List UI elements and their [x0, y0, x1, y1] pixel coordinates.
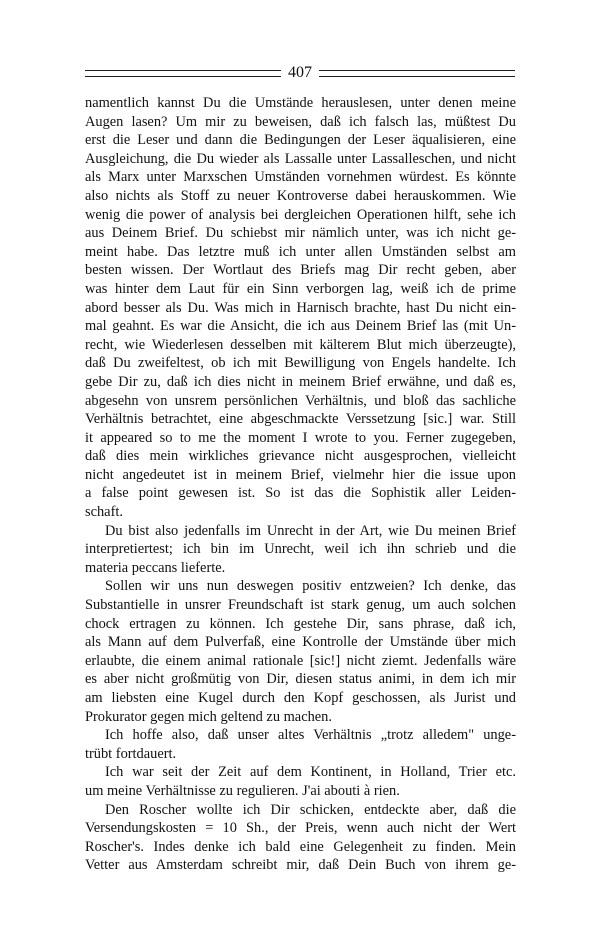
- text-line: um meine Verhältnisse zu regulieren. J'ai abouti à rien.: [85, 782, 400, 799]
- text-line: trübt fortdauert.: [85, 745, 177, 762]
- text-line: Prokurator gegen mich geltend zu machen.: [85, 708, 332, 725]
- text-line: also nichts als Stoff zu neuer Kontroverse dabei herauskommen. Wie: [85, 187, 516, 204]
- text-line: chock ertragen zu können. Ich gestehe Dir, sans phrase, daß ich,: [85, 615, 516, 632]
- text-line: Ausgleichung, die Du wieder als Lassalle unter Lassalleschen, und nicht: [85, 150, 516, 167]
- text-line: recht, wie Wiederlesen desselben mit kälterem Blut mich überzeugte),: [85, 336, 516, 353]
- text-line: am liebsten eine Kugel durch den Kopf geschossen, als Jurist und: [85, 690, 516, 706]
- text-line: aus Deinem Brief. Du schiebst mir nämlich unter, was ich nicht ge-: [85, 225, 516, 242]
- text-line: was hinter dem Laut für ein Sinn verborgen lag, weiß ich de prime: [85, 280, 516, 297]
- text-line: wenig die power of analysis bei dergleichen Operationen hilft, sehe ich: [85, 206, 516, 223]
- text-line: als Marx unter Marxschen Umständen vornehmen würdest. Es könnte: [85, 169, 516, 186]
- text-line: materia peccans lieferte.: [85, 559, 226, 576]
- text-line: Ich war seit der Zeit auf dem Kontinent, in Holland, Trier etc.: [105, 764, 516, 781]
- text-line: abord besser als Du. Was mich in Harnisch brachte, hast Du nicht ein-: [85, 299, 516, 316]
- text-line: Roscher's. Indes denke ich bald eine Gelegenheit zu finden. Mein: [85, 838, 516, 855]
- text-line: erlaubte, die einem animal rationale [sic!] nicht ziemt. Jedenfalls wäre: [85, 652, 516, 669]
- text-line: besten wissen. Der Wortlaut des Briefs mag Dir recht geben, aber: [85, 262, 516, 279]
- page-header: [85, 63, 515, 83]
- text-line: gebe Dir zu, daß ich dies nicht in meinem Brief erwähne, und daß es,: [85, 373, 516, 390]
- text-line: meint habe. Das letztre muß ich unter allen Umständen selbst am: [85, 243, 516, 260]
- text-line: Den Roscher wollte ich Dir schicken, entdeckte aber, daß die: [105, 801, 516, 818]
- text-line: schaft.: [85, 504, 123, 521]
- text-line: a false point gewesen ist. So ist das die Sophistik aller Leiden-: [85, 485, 516, 502]
- text-line: it appeared so to me the moment I wrote to you. Ferner zugegeben,: [85, 429, 516, 446]
- text-line: Versendungskosten = 10 Sh., der Preis, wenn auch nicht der Wert: [85, 820, 516, 837]
- header-rule-left: [85, 70, 281, 77]
- text-line: Ich hoffe also, daß unser altes Verhältnis „trotz alledem" unge-: [105, 727, 516, 744]
- text-line: mal geahnt. Es war die Ansicht, die ich aus Deinem Brief las (mit Un-: [85, 318, 516, 335]
- page-number: 407: [288, 64, 312, 81]
- text-line: es aber nicht großmütig von Dir, diesen status animi, in dem ich mir: [85, 671, 516, 688]
- text-line: Vetter aus Amsterdam schreibt mir, daß Dein Buch von ihrem ge-: [85, 857, 516, 874]
- text-line: Du bist also jedenfalls im Unrecht in der Art, wie Du meinen Brief: [105, 522, 516, 539]
- text-line: nicht angedeutet ist in meinem Brief, vielmehr hier die issue upon: [85, 466, 516, 483]
- text-line: abgesehn von unsrem persönlichen Verhältnis, und bloß das sachliche: [85, 392, 516, 409]
- text-line: als Mann auf dem Pulverfaß, eine Kontrolle der Umstände über mich: [85, 634, 516, 651]
- text-line: erst die Leser und dann die Bedingungen der Leser äqualisieren, eine: [85, 132, 516, 149]
- text-line: Augen lasen? Um mir zu beweisen, daß ich falsch las, müßtest Du: [85, 113, 516, 130]
- text-line: Sollen wir uns nun deswegen positiv entzweien? Ich denke, das: [105, 578, 516, 595]
- text-line: daß dies mein wirkliches grievance nicht ausgesprochen, vielleicht: [85, 448, 516, 465]
- body-text: [85, 94, 516, 875]
- text-line: namentlich kannst Du die Umstände herauslesen, unter denen meine: [85, 95, 516, 111]
- header-rule-right: [319, 70, 515, 77]
- text-line: Substantielle in unsrer Freundschaft ist stark genug, um auch solchen: [85, 597, 516, 614]
- text-line: daß Du zweifeltest, ob ich mit Bewilligung von Engels handelte. Ich: [85, 355, 516, 372]
- text-line: Verhältnis betrachtet, eine abgeschmackte Verssetzung [sic.] war. Still: [85, 411, 516, 428]
- text-line: interpretiertest; ich bin im Unrecht, weil ich ihn schrieb und die: [85, 541, 516, 558]
